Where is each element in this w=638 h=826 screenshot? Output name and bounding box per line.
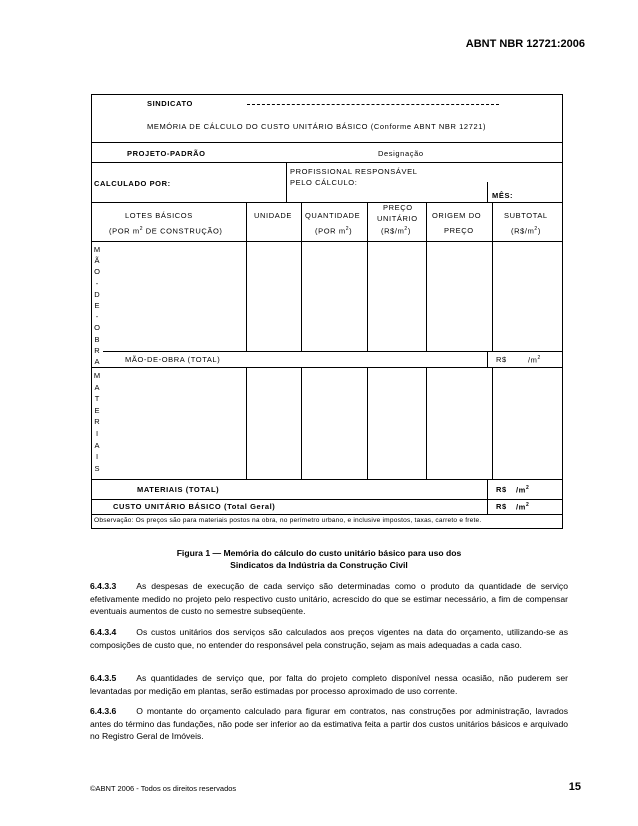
vertical-letter: E: [94, 300, 100, 310]
mao-de-obra-total-label: MÃO-DE-OBRA (TOTAL): [125, 355, 221, 364]
vertical-letter: Ã: [94, 256, 100, 266]
figure-caption: Figura 1 — Memória do cálculo do custo unitário básico para uso dos Sindicatos da Indústria da Construção Civil: [176, 548, 462, 570]
col-preco-unit: $(R\$/m^2)$: [381, 226, 411, 236]
vertical-letter: -: [95, 312, 99, 322]
custo-total-label: CUSTO UNITÁRIO BÁSICO (Total Geral): [113, 502, 276, 511]
vertical-letter: E: [94, 405, 100, 415]
vertical-letter: S: [94, 463, 100, 473]
col-origem-sub: PREÇO: [444, 226, 474, 235]
materiais-total-rs: R$: [496, 485, 507, 494]
standard-header: ABNT NBR 12721:2006: [465, 38, 585, 50]
memoria-title: MEMÓRIA DE CÁLCULO DO CUSTO UNITÁRIO BÁSICO (Conforme ABNT NBR 12721): [147, 122, 487, 131]
copyright-footer: ©ABNT 2006 - Todos os direitos reservados: [90, 784, 237, 793]
paragraph-6-4-3-3: 6.4.3.3 As despesas de execução de cada serviço são determinadas como o produto da quantidade de serviço efetivamente medido no projeto pelo respectivo custo unitário, acrescido do que se estimar necessário, a fim de compensar eventuais aumentos de custo no semestre subseqüente.: [90, 581, 568, 617]
vertical-letter: B: [94, 334, 100, 344]
col-preco-title: PREÇO: [383, 203, 413, 212]
observacao-note: Observação: Os preços são para materiais postos na obra, no perímetro urbano, e inclusive impostos, taxas, carreto e frete.: [94, 517, 482, 524]
paragraph-6-4-3-5: 6.4.3.5 As quantidades de serviço que, por falta do projeto completo disponível nessa ocasião, não puderem ser levantadas por medição em plantas, serão estimadas por processo aproximado de uso corrente.: [90, 673, 568, 696]
projeto-padrao-label: PROJETO-PADRÃO: [127, 149, 206, 158]
vertical-letter: -: [95, 278, 99, 288]
vertical-letter: R: [94, 345, 100, 355]
vertical-letter: R: [94, 417, 100, 427]
sindicato-fill-line: [247, 104, 499, 105]
col-preco-sub: UNITÁRIO: [377, 214, 418, 223]
custo-total-rs: R$: [496, 502, 507, 511]
vertical-letter: M: [93, 245, 101, 254]
col-quantidade: QUANTIDADE: [305, 211, 361, 220]
col-lotes-sub: (POR $m^2$ DE CONSTRUÇÃO): [109, 226, 223, 236]
col-subtotal-title: SUBTOTAL: [504, 211, 548, 220]
col-lotes-title: LOTES BÁSICOS: [125, 211, 193, 220]
vertical-letter: M: [93, 371, 101, 380]
designacao-label: Designação: [378, 149, 424, 158]
vertical-letter: T: [94, 394, 100, 404]
col-quantidade-unit: (POR $m^2$): [315, 226, 353, 236]
sindicato-label: SINDICATO: [147, 99, 193, 108]
col-unidade: UNIDADE: [254, 211, 292, 220]
col-origem-title: ORIGEM DO: [432, 211, 482, 220]
vertical-letter: I: [95, 452, 99, 462]
mao-total-unit: $/m^2$: [528, 355, 541, 365]
calculation-form: [91, 94, 563, 529]
mao-de-obra-vertical-label: [91, 244, 103, 367]
paragraph-6-4-3-4: 6.4.3.4 Os custos unitários dos serviços são calculados aos preços vigentes na data do orçamento, utilizando-se as composições de custo que, no entender do responsável pela construção, sejam as mais adequadas a cada caso.: [90, 627, 568, 650]
materiais-total-unit: $/m^2$: [516, 485, 530, 495]
vertical-letter: O: [94, 267, 100, 277]
calculado-por-label: CALCULADO POR:: [94, 179, 171, 188]
materiais-vertical-label: [91, 370, 103, 474]
vertical-letter: I: [95, 428, 99, 438]
mes-label: MÊS:: [492, 191, 514, 200]
profissional-line1: PROFISSIONAL RESPONSÁVEL: [290, 167, 418, 176]
page-number: 15: [568, 781, 581, 793]
vertical-letter: O: [94, 323, 100, 333]
vertical-letter: A: [94, 356, 100, 366]
mao-total-rs: R$: [496, 355, 507, 364]
custo-total-unit: $/m^2$: [516, 502, 530, 512]
vertical-letter: A: [94, 382, 100, 392]
col-subtotal-unit: $(R\$/m^2)$: [511, 226, 541, 236]
vertical-letter: D: [94, 289, 100, 299]
vertical-letter: A: [94, 440, 100, 450]
materiais-total-label: MATERIAIS (TOTAL): [137, 485, 220, 494]
profissional-line2: PELO CÁLCULO:: [290, 178, 358, 187]
paragraph-6-4-3-6: 6.4.3.6 O montante do orçamento calculado para figurar em contratos, nas construções por administração, lavrados antes do término das fundações, não pode ser inferior ao da estimativa feita a partir dos custos unitários básicos e arquivado no Registro Geral de Imóveis.: [90, 706, 568, 742]
